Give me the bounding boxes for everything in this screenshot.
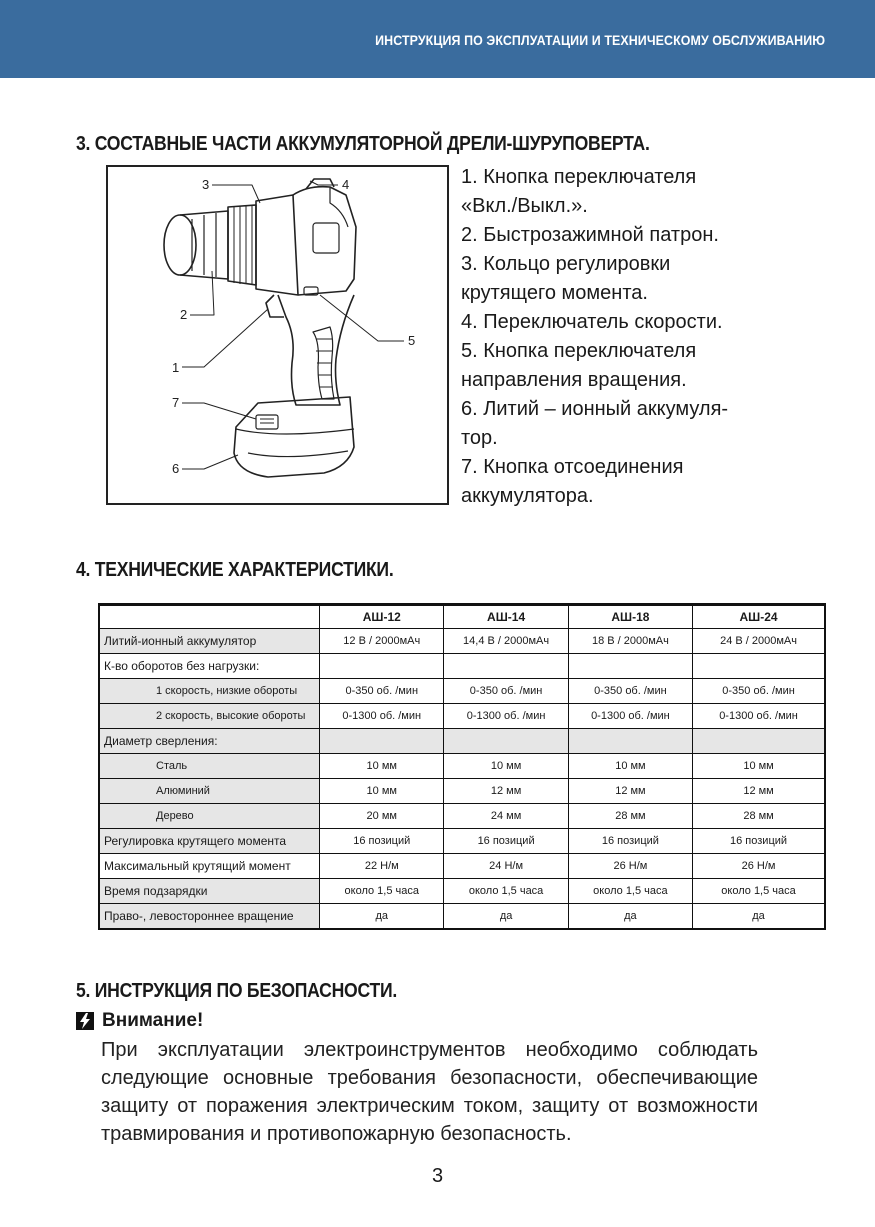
table-header-row (99, 605, 825, 629)
row-label: Время подзарядки (99, 879, 320, 904)
cell: 12 мм (568, 779, 692, 804)
table-row (99, 904, 825, 930)
cell: около 1,5 часа (320, 879, 444, 904)
callout-2: 2 (180, 307, 188, 322)
cell: 28 мм (568, 804, 692, 829)
table-row (99, 729, 825, 754)
cell: да (444, 904, 568, 930)
cell (444, 654, 568, 679)
table-row (99, 704, 825, 729)
cell: около 1,5 часа (444, 879, 568, 904)
cell: 0-350 об. /мин (693, 679, 825, 704)
callout-5: 5 (408, 333, 416, 348)
parts-line: 4. Переключатель скорости. (461, 311, 723, 333)
section-4-heading: 4. ТЕХНИЧЕСКИЕ ХАРАКТЕРИСТИКИ. (76, 559, 394, 581)
chuck-front (164, 215, 196, 275)
cell: 28 мм (693, 804, 825, 829)
attention-label: Внимание! (102, 1010, 204, 1031)
motor-housing (293, 187, 356, 295)
callout-6: 6 (172, 461, 180, 476)
callout-7: 7 (172, 395, 180, 410)
row-label: Сталь (99, 754, 320, 779)
table-row (99, 629, 825, 654)
cell: да (693, 904, 825, 930)
battery (234, 397, 354, 477)
cell: 26 Н/м (568, 854, 692, 879)
spec-table (98, 603, 826, 930)
cell: 0-1300 об. /мин (568, 704, 692, 729)
cell: да (320, 904, 444, 930)
row-label: Литий-ионный аккумулятор (99, 629, 320, 654)
cell: 26 Н/м (693, 854, 825, 879)
table-row (99, 654, 825, 679)
cell: 22 Н/м (320, 854, 444, 879)
table-row (99, 879, 825, 904)
cell: 14,4 В / 2000мАч (444, 629, 568, 654)
cell (320, 654, 444, 679)
handle (278, 295, 354, 405)
cell: 10 мм (320, 754, 444, 779)
parts-line: 3. Кольцо регулировки (461, 253, 671, 275)
row-label: К-во оборотов без нагрузки: (99, 654, 320, 679)
cell: 24 мм (444, 804, 568, 829)
section-5-heading: 5. ИНСТРУКЦИЯ ПО БЕЗОПАСНОСТИ. (76, 980, 397, 1002)
cell: около 1,5 часа (568, 879, 692, 904)
table-row (99, 854, 825, 879)
cell: 0-350 об. /мин (444, 679, 568, 704)
column-header: АШ-18 (568, 605, 692, 629)
callout-4: 4 (342, 177, 350, 192)
row-label: Максимальный крутящий момент (99, 854, 320, 879)
table-row (99, 779, 825, 804)
table-row (99, 829, 825, 854)
cell: 0-350 об. /мин (568, 679, 692, 704)
column-header: АШ-14 (444, 605, 568, 629)
cell: 10 мм (444, 754, 568, 779)
parts-line: 2. Быстрозажимной патрон. (461, 224, 719, 246)
gearbox (256, 195, 298, 295)
cell (693, 729, 825, 754)
parts-line: тор. (461, 427, 498, 449)
cell: 10 мм (568, 754, 692, 779)
parts-line: аккумулятора. (461, 485, 594, 507)
cell: 0-1300 об. /мин (444, 704, 568, 729)
row-label: 1 скорость, низкие обороты (99, 679, 320, 704)
header-title: ИНСТРУКЦИЯ ПО ЭКСПЛУАТАЦИИ И ТЕХНИЧЕСКОМУ ОБСЛУЖИВАНИЮ (375, 33, 825, 48)
cell: 10 мм (693, 754, 825, 779)
table-row (99, 804, 825, 829)
parts-line: «Вкл./Выкл.». (461, 195, 588, 217)
cell (568, 729, 692, 754)
column-header: АШ-12 (320, 605, 444, 629)
parts-line: 5. Кнопка переключателя (461, 340, 697, 362)
table-row (99, 754, 825, 779)
page-number: 3 (431, 1165, 444, 1187)
cell: 16 позиций (568, 829, 692, 854)
row-label: Регулировка крутящего момента (99, 829, 320, 854)
cell: 12 мм (693, 779, 825, 804)
lightning-icon (76, 1012, 94, 1030)
cell: 12 В / 2000мАч (320, 629, 444, 654)
cell: 18 В / 2000мАч (568, 629, 692, 654)
cell: около 1,5 часа (693, 879, 825, 904)
battery-release-button (256, 415, 278, 429)
cell (693, 654, 825, 679)
parts-line: 7. Кнопка отсоединения (461, 456, 684, 478)
row-label: Дерево (99, 804, 320, 829)
cell: 16 позиций (320, 829, 444, 854)
callout-1: 1 (172, 360, 180, 375)
column-header: АШ-24 (693, 605, 825, 629)
cell: 0-1300 об. /мин (693, 704, 825, 729)
callout-3: 3 (202, 177, 210, 192)
parts-line: направления вращения. (461, 369, 687, 391)
drill-figure (106, 165, 449, 505)
attention-heading (76, 1010, 203, 1032)
parts-line: 1. Кнопка переключателя (461, 166, 697, 188)
cell: да (568, 904, 692, 930)
parts-line: 6. Литий – ионный аккумуля- (461, 398, 729, 420)
header-band (0, 0, 875, 78)
cell (568, 654, 692, 679)
parts-line: крутящего момента. (461, 282, 648, 304)
row-label: Право-, левостороннее вращение (99, 904, 320, 930)
cell (444, 729, 568, 754)
cell: 24 В / 2000мАч (693, 629, 825, 654)
cell: 0-1300 об. /мин (320, 704, 444, 729)
row-label: 2 скорость, высокие обороты (99, 704, 320, 729)
row-label: Диаметр сверления: (99, 729, 320, 754)
cell: 0-350 об. /мин (320, 679, 444, 704)
cell: 12 мм (444, 779, 568, 804)
safety-paragraph: При эксплуатации электроинструментов необходимо соблюдать следующие основные требования безопасности, обеспечивающие защиту от поражения электрическим током, защиту от возможности травмирования и противопожарную безопасность. (101, 1039, 758, 1145)
column-header (99, 605, 320, 629)
section-3-heading: 3. СОСТАВНЫЕ ЧАСТИ АККУМУЛЯТОРНОЙ ДРЕЛИ-ШУРУПОВЕРТА. (76, 133, 650, 155)
cell: 20 мм (320, 804, 444, 829)
cell: 24 Н/м (444, 854, 568, 879)
table-row (99, 679, 825, 704)
cell (320, 729, 444, 754)
row-label: Алюминий (99, 779, 320, 804)
cell: 16 позиций (444, 829, 568, 854)
cell: 16 позиций (693, 829, 825, 854)
cell: 10 мм (320, 779, 444, 804)
parts-list (461, 163, 781, 511)
drill-illustration (108, 167, 447, 503)
